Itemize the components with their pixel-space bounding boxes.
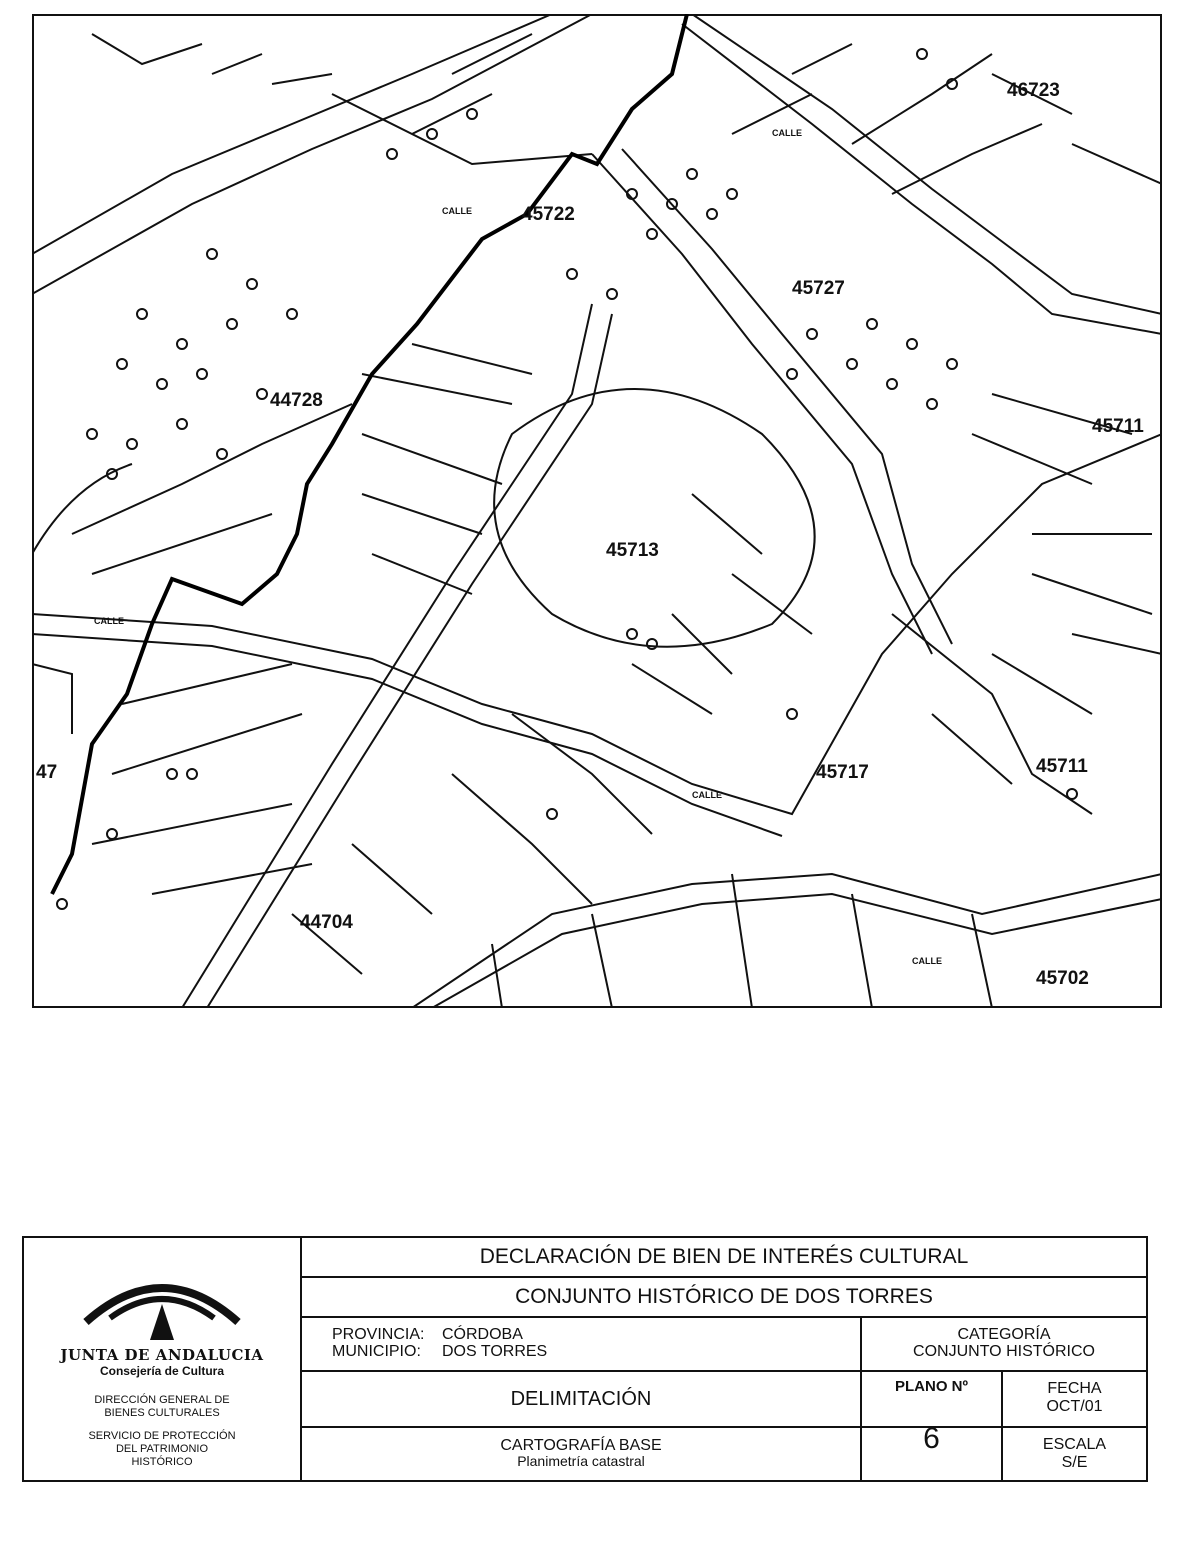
block-number: 45711	[1092, 416, 1144, 437]
service-line: DEL PATRIMONIO	[115, 1443, 209, 1455]
block-number: 45717	[816, 762, 869, 783]
service-line: HISTÓRICO	[131, 1456, 193, 1468]
service-line: SERVICIO DE PROTECCIÓN	[88, 1430, 236, 1442]
block-number: 45713	[606, 540, 659, 561]
plano-number: 6	[923, 1422, 940, 1455]
street-label: CALLE	[692, 790, 722, 800]
categoria-value: CONJUNTO HISTÓRICO	[913, 1343, 1095, 1360]
logo-panel	[24, 1238, 302, 1480]
fecha-value: OCT/01	[1046, 1398, 1103, 1415]
conjunto-title: CONJUNTO HISTÓRICO DE DOS TORRES	[302, 1278, 1146, 1318]
service-text	[24, 1430, 300, 1469]
direction-line: BIENES CULTURALES	[104, 1407, 220, 1419]
escala-label: ESCALA	[1042, 1436, 1107, 1453]
escala-value: S/E	[1061, 1454, 1088, 1471]
logo-subtitle: Consejería de Cultura	[99, 1364, 225, 1378]
cartography-row	[302, 1428, 1146, 1480]
declaration-title: DECLARACIÓN DE BIEN DE INTERÉS CULTURAL	[302, 1238, 1146, 1278]
cartografia-value: Planimetría catastral	[517, 1453, 645, 1469]
section-title: DELIMITACIÓN	[510, 1388, 652, 1410]
street-label: CALLE	[442, 206, 472, 216]
block-number: 45722	[522, 204, 575, 225]
junta-logo-icon	[72, 1260, 252, 1344]
map-canvas	[32, 14, 1162, 1008]
title-block	[22, 1236, 1148, 1482]
fecha-cell	[1003, 1372, 1146, 1426]
street-label: CALLE	[912, 956, 942, 966]
block-number: 45711	[1036, 756, 1088, 777]
location-labels	[332, 1326, 424, 1360]
block-number: 44704	[300, 912, 353, 933]
cartography-cell	[302, 1428, 860, 1480]
direction-line: DIRECCIÓN GENERAL DE	[94, 1394, 230, 1406]
categoria-label: CATEGORÍA	[957, 1326, 1051, 1343]
block-number: 47	[36, 762, 58, 783]
provincia-label: PROVINCIA:	[332, 1326, 425, 1343]
location-row	[302, 1318, 1146, 1372]
street-label: CALLE	[94, 616, 124, 626]
municipio-label: MUNICIPIO:	[332, 1343, 421, 1360]
block-number: 45702	[1036, 968, 1089, 989]
block-number: 45727	[792, 278, 845, 299]
block-number: 44728	[270, 390, 323, 411]
logo-name: JUNTA DE ANDALUCIA	[60, 1346, 264, 1364]
fecha-label: FECHA	[1047, 1380, 1102, 1397]
provincia-value: CÓRDOBA	[442, 1326, 523, 1343]
direction-text	[24, 1394, 300, 1420]
street-label: CALLE	[772, 128, 802, 138]
cadastral-map	[32, 14, 1162, 1008]
block-number: 46723	[1007, 80, 1060, 101]
cartografia-label: CARTOGRAFÍA BASE	[500, 1437, 662, 1454]
escala-cell	[1003, 1428, 1146, 1480]
location-values	[442, 1326, 547, 1360]
category-cell	[860, 1318, 1146, 1370]
plano-label: PLANO Nº	[895, 1378, 968, 1395]
municipio-value: DOS TORRES	[442, 1343, 548, 1360]
